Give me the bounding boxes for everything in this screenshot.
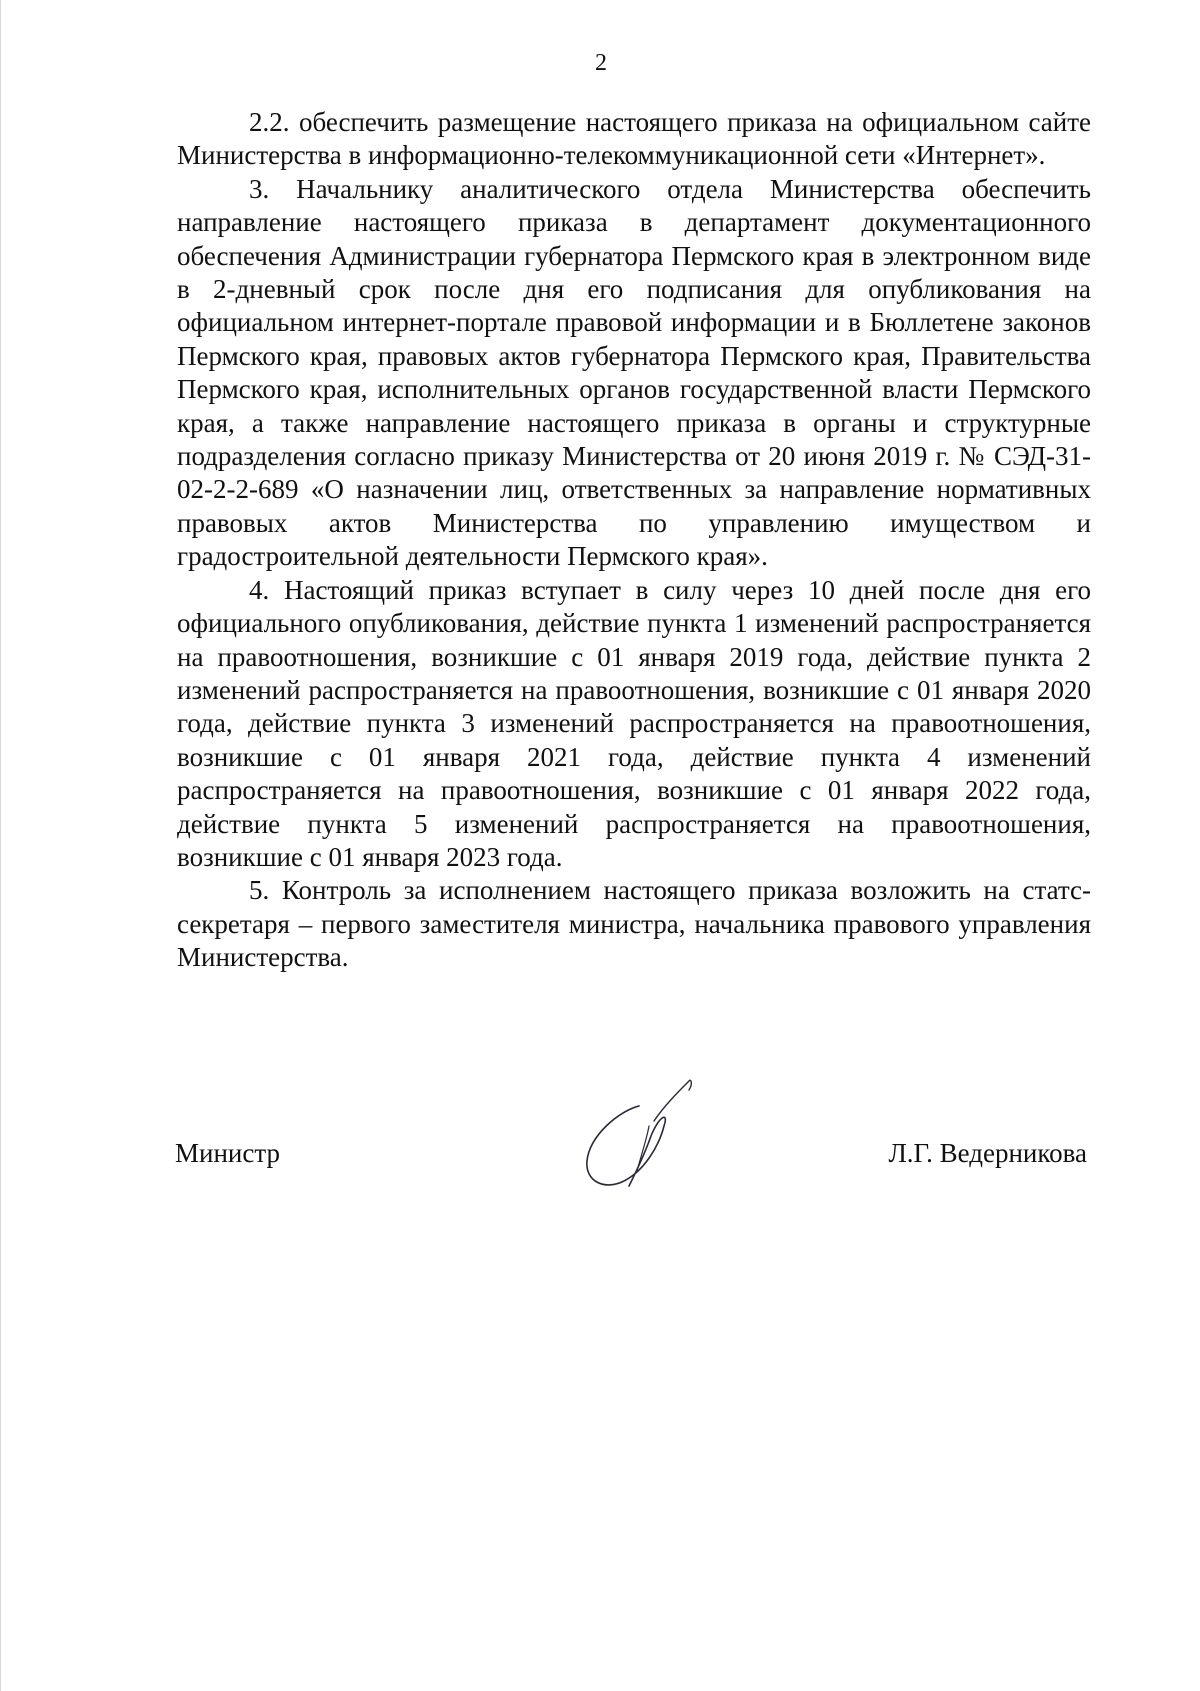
signer-title: Министр [175, 1138, 280, 1168]
paragraph-5: 5. Контроль за исполнением настоящего приказа возложить на статс-секретаря – первого заместителя министра, начальника правового управления Министерства. [177, 875, 1091, 973]
paragraph-2-2: 2.2. обеспечить размещение настоящего приказа на официальном сайте Министерства в информационно-телекоммуникационной сети «Интернет». [177, 107, 1091, 171]
signer-name: Л.Г. Ведерникова [888, 1138, 1087, 1168]
page-number: 2 [595, 50, 607, 76]
document-body [177, 106, 1091, 975]
paragraph-3: 3. Начальнику аналитического отдела Министерства обеспечить направление настоящего приказа в департамент документационного обеспечения Администрации губернатора Пермского края в электронном виде в 2-дневный срок после дня его подписания для опубликования на официальном интернет-портале правовой информации и в Бюллетене законов Пермского края, правовых актов губернатора Пермского края, Правительства Пермского края, исполнительных органов государственной власти Пермского края, а также направление настоящего приказа в органы и структурные подразделения согласно приказу Министерства от 20 июня 2019 г. № СЭД-31-02-2-2-689 «О назначении лиц, ответственных за направление нормативных правовых актов Министерства по управлению имуществом и градостроительной деятельности Пермского края». [177, 173, 1091, 572]
paragraph-4: 4. Настоящий приказ вступает в силу через 10 дней после дня его официального опубликования, действие пункта 1 изменений распространяется на правоотношения, возникшие с 01 января 2019 года, действие пункта 2 изменений распространяется на правоотношения, возникшие с 01 января 2020 года, действие пункта 3 изменений распространяется на правоотношения, возникшие с 01 января 2021 года, действие пункта 4 изменений распространяется на правоотношения, возникшие с 01 января 2022 года, действие пункта 5 изменений распространяется на правоотношения, возникшие с 01 января 2023 года. [177, 574, 1091, 872]
handwritten-signature-icon [579, 1076, 714, 1196]
